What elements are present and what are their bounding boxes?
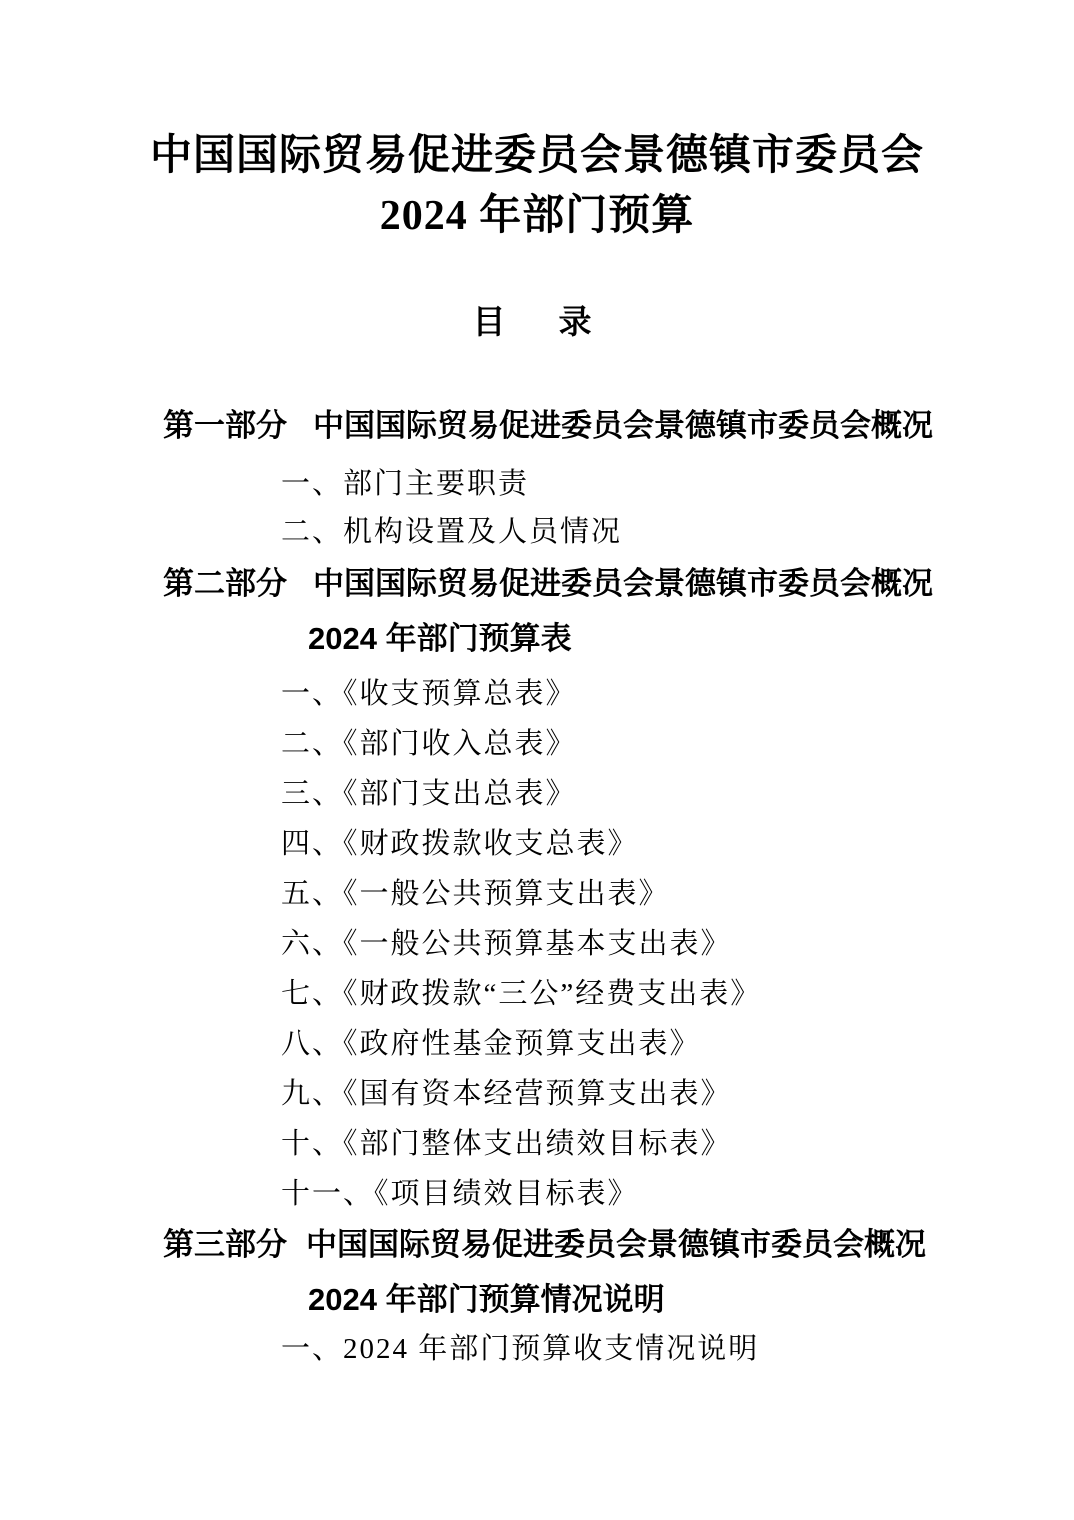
section-3-items xyxy=(281,1325,1074,1373)
section-2-items xyxy=(281,669,1074,1219)
section-2-subtitle: 2024 年部门预算表 xyxy=(308,621,572,656)
section-3-title: 中国国际贸易促进委员会景德镇市委员会概况 xyxy=(306,1227,926,1262)
document-title-line-1: 中国国际贸易促进委员会景德镇市委员会 xyxy=(149,133,924,179)
toc-item: 一、《收支预算总表》 xyxy=(281,678,577,710)
toc-item: 五、《一般公共预算支出表》 xyxy=(281,878,670,910)
section-1-items xyxy=(281,460,1074,556)
toc-item: 二、机构设置及人员情况 xyxy=(281,516,623,548)
section-3-subtitle: 2024 年部门预算情况说明 xyxy=(308,1282,665,1317)
toc-item: 八、《政府性基金预算支出表》 xyxy=(281,1028,701,1060)
toc-item: 七、《财政拨款“三公”经费支出表》 xyxy=(281,978,762,1010)
section-3-heading xyxy=(163,1224,1014,1266)
toc-item: 四、《财政拨款收支总表》 xyxy=(281,828,639,860)
document-title xyxy=(0,0,1074,246)
toc-item: 二、《部门收入总表》 xyxy=(281,728,577,760)
section-1-label: 第一部分 xyxy=(163,408,287,443)
section-2-title: 中国国际贸易促进委员会景德镇市委员会概况 xyxy=(313,566,933,601)
document-title-line-2: 2024 年部门预算 xyxy=(379,193,695,239)
toc-item: 十一、《项目绩效目标表》 xyxy=(281,1178,639,1210)
section-3-label: 第三部分 xyxy=(163,1227,287,1262)
toc-item: 九、《国有资本经营预算支出表》 xyxy=(281,1078,732,1110)
section-1-title: 中国国际贸易促进委员会景德镇市委员会概况 xyxy=(313,408,933,443)
section-2-label: 第二部分 xyxy=(163,566,287,601)
toc-item: 一、部门主要职责 xyxy=(281,468,530,500)
toc-item: 一、2024 年部门预算收支情况说明 xyxy=(281,1333,760,1365)
toc-heading: 目 录 xyxy=(472,305,602,341)
toc-item: 六、《一般公共预算基本支出表》 xyxy=(281,928,732,960)
toc-item: 三、《部门支出总表》 xyxy=(281,778,577,810)
section-2-heading xyxy=(163,563,1014,605)
toc-item: 十、《部门整体支出绩效目标表》 xyxy=(281,1128,732,1160)
section-1-heading xyxy=(163,405,1014,447)
